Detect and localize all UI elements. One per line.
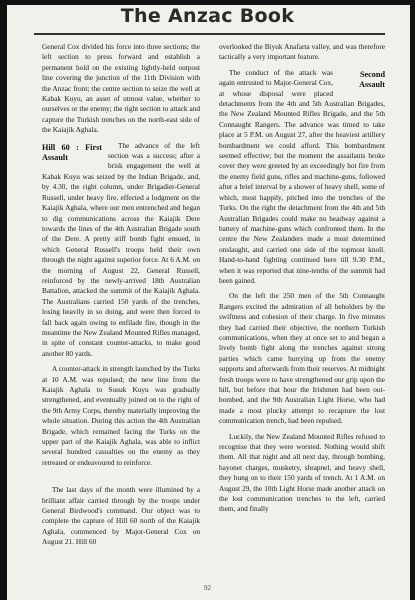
title-rule — [34, 33, 385, 35]
right-column — [219, 42, 385, 520]
paragraph-gap — [42, 473, 200, 485]
sidenote-second-assault: Second Assault — [359, 69, 385, 89]
page-number: 92 — [204, 584, 211, 592]
sidenote-first-assault: Hill 60 : First Assault — [42, 142, 102, 162]
right-paragraph-1: The conduct of the attack was again entrusted to Major-General Cox, at whose disposal were placed detachments from the 4th and 5th Australian Brigades, the New Zealand Mounted Rifles Brigade, and the 5th Connaught Rangers. The advance was timed to take place at 5 P.M. on August 27, after the heaviest artillery bombardment we could afford. This bombardment seemed effective; but the moment the assailants broke cover they were greeted by an exceedingly hot fire from the enemy field guns, rifles and machine-guns, followed after a brief interval by a shower of heavy shell, some of which, most happily, pitched into the trenches of the Turks. On the right the detachment from the 4th and 5th Australian Brigades could make no headway against a battery of machine-guns which confronted them. In the centre the New Zealanders made a most determined onslaught, and carried one side of the topmost knoll. Hand-to-hand fighting continued here till 9.30 P.M., when it was reported that nine-tenths of the summit had been gained. — [219, 67, 385, 285]
left-paragraph-1: General Cox divided his force into three sections; the left section to press forward and establish a permanent hold on the existing lightly-held outpost line covering the junction of the 11th Division with the Anzac front; the centre section to seize the well at Kabak Kuyu, an asset of utmost value, whether to ourselves or the enemy; the right section to attack and capture the Turkish trenches on the north-east side of the Kaiajik Aghala. — [42, 42, 200, 135]
left-paragraph-4: The last days of the month were illumined by a brilliant affair carried through by the troops under General Birdwood's command. Our object was to complete the capture of Hill 60 north of the Kaiajik Aghala, commenced by Major-General Cox on August 21. Hill 60 — [42, 485, 200, 547]
page-right-edge — [410, 0, 415, 600]
page-left-edge — [0, 0, 7, 600]
left-paragraph-2: The advance of the left section was a success; after a brisk engagement the well at Kabak Kuyu was seized by the Indian Brigade, and, by 4.30, the right column, under Brigadier-General Russell, under heavy fire, effected a lodgment on the Kaiajik Aghala, where our men entrenched and began to dig communications across the Kaiajik Dere towards the lines of the 4th Australian Brigade south of the Dere. A pretty stiff bomb fight ensued, in which General Russell's troops held their own through the night against superior force. At 6 A.M. on the morning of August 22, General Russell, reinforced by the newly-arrived 18th Australian Battalion, attacked the summit of the Kaiajik Aghala. The Australians carried 150 yards of the trenches, losing heavily in so doing, and were then forced to fall back again owing to enfilade fire, though in the meantime the New Zealand Mounted Rifles managed, in spite of constant counter-attacks, to make good another 80 yards. — [42, 140, 200, 358]
right-paragraph-3: Luckily, the New Zealand Mounted Rifles refused to recognise that they were worsted. Nothing would shift them. All that night and all next day, through bombing, bayonet charges, musketry, shrapnel, and heavy shell, they hung on to their 150 yards of trench. At 1 A.M. on August 29, the 10th Light Horse made another attack on the lost communication trenches to the left, carried them, and finally — [219, 431, 385, 514]
left-column — [42, 42, 200, 553]
right-paragraph-0: overlooked the Biyuk Anafarta valley, and was therefore tactically a very important feature. — [219, 42, 385, 62]
page-title: The Anzac Book — [120, 5, 295, 27]
right-paragraph-2: On the left the 250 men of the 5th Connaught Rangers excited the admiration of all beholders by the swiftness and cohesion of their charge. In five minutes they had carried their objective, the northern Turkish communications, when they at once set to and began a lively bomb fight along the trenches against strong parties which came hurrying up from the enemy supports and afterwards from their reserves. At midnight fresh troops were to have strengthened our grip upon the hill, but before that hour the Irishmen had been out-bombed, and the 9th Australian Light Horse, who had made a most plucky attempt to recapture the lost communication trench, had been repulsed. — [219, 291, 385, 426]
left-paragraph-3: A counter-attack in strength launched by the Turks at 10 A.M. was repulsed; the new line from the Kaiajik Aghala to Susuk Kuyu was gradually strengthened, and eventually joined on to the right of the 9th Army Corps, thereby materially improving the whole situation. During this action the 4th Australian Brigade, which remained facing the Turks on the upper part of the Kaiajik Aghala, was able to inflict several hundred casualties on the enemy as they retreated or endeavoured to reinforce. — [42, 364, 200, 467]
